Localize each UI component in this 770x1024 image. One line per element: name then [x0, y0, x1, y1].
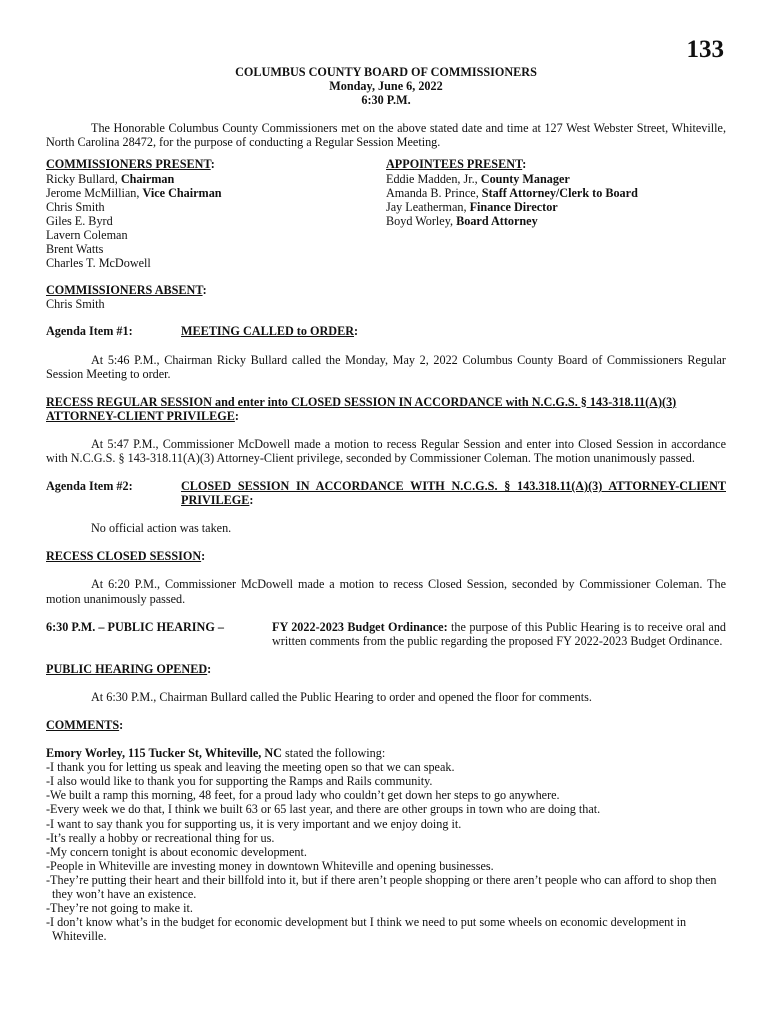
meeting-date: Monday, June 6, 2022	[329, 79, 443, 94]
commissioners_present-member: Lavern Coleman	[46, 227, 128, 242]
appointees-present-list	[386, 172, 726, 228]
comment-item: -I also would like to thank you for supporting the Ramps and Rails community.	[46, 774, 433, 789]
agenda-item-2-label: Agenda Item #2:	[46, 479, 133, 494]
commissioners_present-member: Charles T. McDowell	[46, 256, 151, 271]
commissioners_present-member: Giles E. Byrd	[46, 213, 113, 228]
comment-item: -I thank you for letting us speak and leaving the meeting open so that we can speak.	[46, 760, 455, 775]
appointees-present	[386, 157, 726, 270]
page-number: 133	[686, 36, 724, 63]
commissioners_present-member: Chris Smith	[46, 199, 105, 214]
commissioners-present	[46, 157, 386, 270]
commissioners_present-member: Ricky Bullard, Chairman	[46, 171, 175, 186]
recess-regular-text: At 5:47 P.M., Commissioner McDowell made a motion to recess Regular Session and enter into Closed Session in accordance with N.C.G.S. § 143-318.11(A)(3) Attorney-Client privilege, seconded by Commissioner Coleman. The motion unanimously passed.	[46, 436, 726, 465]
recess-regular-heading: RECESS REGULAR SESSION and enter into CLOSED SESSION IN ACCORDANCE with N.C.G.S. § 143-318.11(A)(3) ATTORNEY-CLIENT PRIVILEGE:	[46, 394, 677, 423]
agenda-item-2-text: No official action was taken.	[91, 521, 232, 536]
public-hearing-label: 6:30 P.M. – PUBLIC HEARING –	[46, 619, 224, 634]
commissioners_present-member: Jerome McMillian, Vice Chairman	[46, 185, 222, 200]
commissioners-present-heading: COMMISSIONERS PRESENT:	[46, 157, 215, 172]
hearing-opened-heading: PUBLIC HEARING OPENED:	[46, 661, 212, 676]
appointees_present-member: Jay Leatherman, Finance Director	[386, 199, 558, 214]
comment-item: -It’s really a hobby or recreational thing for us.	[46, 830, 275, 845]
speaker-line: Emory Worley, 115 Tucker St, Whiteville, NC stated the following:	[46, 746, 386, 761]
appointees_present-member: Eddie Madden, Jr., County Manager	[386, 171, 570, 186]
agenda-item-1: Agenda Item #1: MEETING CALLED to ORDER:	[46, 324, 359, 339]
document-body	[46, 36, 726, 943]
attendance-columns	[46, 157, 726, 270]
commissioners_present-member: Brent Watts	[46, 242, 104, 257]
comments-heading: COMMENTS:	[46, 718, 124, 732]
comment-item: -Every week we do that, I think we built 63 or 65 last year, and there are other groups in town who are doing that.	[46, 802, 601, 817]
agenda-item-1-label: Agenda Item #1:	[46, 324, 133, 339]
board-title: COLUMBUS COUNTY BOARD OF COMMISSIONERS	[235, 65, 537, 79]
appointees_present-member: Boyd Worley, Board Attorney	[386, 213, 538, 228]
appointees_present-member: Amanda B. Prince, Staff Attorney/Clerk to Board	[386, 185, 638, 200]
comment-list	[46, 760, 726, 943]
comment-item: -They’re not going to make it.	[46, 901, 193, 916]
agenda-item-2: Agenda Item #2: CLOSED SESSION IN ACCORDANCE WITH N.C.G.S. § 143.318.11(A)(3) ATTORNEY-CLIENT PRIVILEGE:	[46, 479, 726, 508]
public-hearing	[46, 620, 726, 648]
commissioners-absent-name: Chris Smith	[46, 297, 105, 312]
recess-closed-text: At 6:20 P.M., Commissioner McDowell made a motion to recess Closed Session, seconded by Commissioner Coleman. The motion unanimously passed.	[46, 577, 726, 606]
agenda-item-1-title: MEETING CALLED to ORDER	[181, 324, 355, 339]
comment-item: -I want to say thank you for supporting us, it is very important and we enjoy doing it.	[46, 816, 462, 831]
appointees-present-heading: APPOINTEES PRESENT:	[386, 157, 527, 172]
agenda-item-2-title: CLOSED SESSION IN ACCORDANCE WITH N.C.G.S. § 143.318.11(A)(3) ATTORNEY-CLIENT PRIVILEGE	[181, 479, 726, 508]
public-hearing-description: FY 2022-2023 Budget Ordinance: the purpose of this Public Hearing is to receive oral and written comments from the public regarding the proposed FY 2022-2023 Budget Ordinance.	[272, 619, 727, 648]
comment-item: -We built a ramp this morning, 48 feet, for a proud lady who couldn’t get down her steps to go anywhere.	[46, 788, 560, 803]
comment-item: -People in Whiteville are investing money in downtown Whiteville and opening businesses.	[46, 858, 494, 873]
commissioners-absent-heading: COMMISSIONERS ABSENT:	[46, 283, 207, 298]
hearing-opened-text: At 6:30 P.M., Chairman Bullard called the Public Hearing to order and opened the floor for comments.	[91, 689, 592, 704]
intro-paragraph: The Honorable Columbus County Commissioners met on the above stated date and time at 127 West Webster Street, Whiteville, North Carolina 28472, for the purpose of conducting a Regular Session Meeting.	[46, 121, 726, 150]
comment-item: -My concern tonight is about economic development.	[46, 844, 307, 859]
meeting-time: 6:30 P.M.	[361, 93, 411, 108]
commissioners-present-list	[46, 172, 386, 271]
recess-closed-heading: RECESS CLOSED SESSION:	[46, 549, 206, 564]
comment-item: -I don’t know what’s in the budget for economic development but I think we need to put some wheels on economic development in Whiteville.	[46, 915, 687, 944]
agenda-item-1-text: At 5:46 P.M., Chairman Ricky Bullard called the Monday, May 2, 2022 Columbus County Board of Commissioners Regular Session Meeting to order.	[46, 352, 726, 381]
comment-item: -They’re putting their heart and their billfold into it, but if there aren’t people shopping or there aren’t people who can afford to shop then they won’t have an existence.	[46, 872, 717, 902]
